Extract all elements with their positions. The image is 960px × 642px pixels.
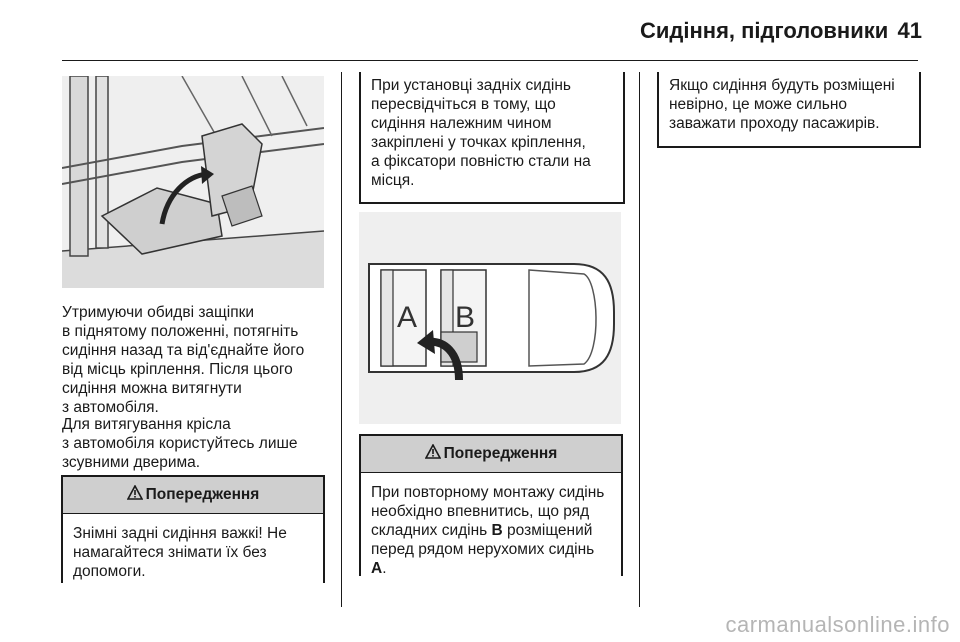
- warning-triangle-icon: [127, 485, 143, 505]
- note-text: Якщо сидіння будуть розміщені невірно, це може сильно заважати проходу пасажирів.: [669, 77, 895, 132]
- warning-text: При повторному монтажу сидінь необхідно впевнитись, що ряд складних сидінь B розміщений перед рядом нерухомих сидінь A.: [371, 484, 605, 577]
- header-divider: [62, 60, 918, 61]
- vehicle-top-view: [359, 212, 621, 424]
- warning-box-heavy-seats: [61, 475, 325, 583]
- seat-row-b-ref: B: [491, 522, 503, 539]
- warning-triangle-icon: [425, 444, 441, 464]
- seat-removal-illustration: [62, 76, 324, 288]
- column-divider-2: [639, 72, 640, 607]
- note-box-installation: [359, 72, 625, 204]
- warning-title: Попередження: [443, 445, 558, 462]
- note-text: При установці задніх сидінь пересвідчіться в тому, що сидіння належним чином закріплені у точках кріплення, а фіксатори повністю стали на місця.: [371, 77, 591, 189]
- page-number: 41: [897, 18, 922, 43]
- seat-row-a-label: A: [397, 301, 418, 334]
- warning-box-reinstallation: [359, 434, 623, 576]
- note-box-placement: [657, 72, 921, 148]
- column-divider-1: [341, 72, 342, 607]
- warning-header: [361, 434, 621, 473]
- warning-header: [63, 475, 323, 514]
- seat-row-a-ref: A: [371, 560, 383, 577]
- warning-title: Попередження: [145, 486, 260, 503]
- watermark: carmanualsonline.info: [725, 612, 950, 637]
- seat-layout-diagram: [359, 212, 621, 424]
- seat-mechanism-drawing: [62, 76, 324, 288]
- page-title: Сидіння, підголовники: [640, 18, 889, 43]
- sliding-door-paragraph: Для витягування крісла з автомобіля користуйтесь лише зсувними дверима.: [62, 416, 298, 471]
- instruction-paragraph: Утримуючи обидві защіпки в піднятому положенні, потягніть сидіння назад та від'єднайте його від місць кріплення. Після цього сидіння можна витягнути з автомобіля.: [62, 304, 305, 416]
- seat-row-b-label: B: [455, 301, 476, 334]
- warning-text: Знімні задні сидіння важкі! Не намагайтеся знімати їх без допомоги.: [73, 525, 287, 580]
